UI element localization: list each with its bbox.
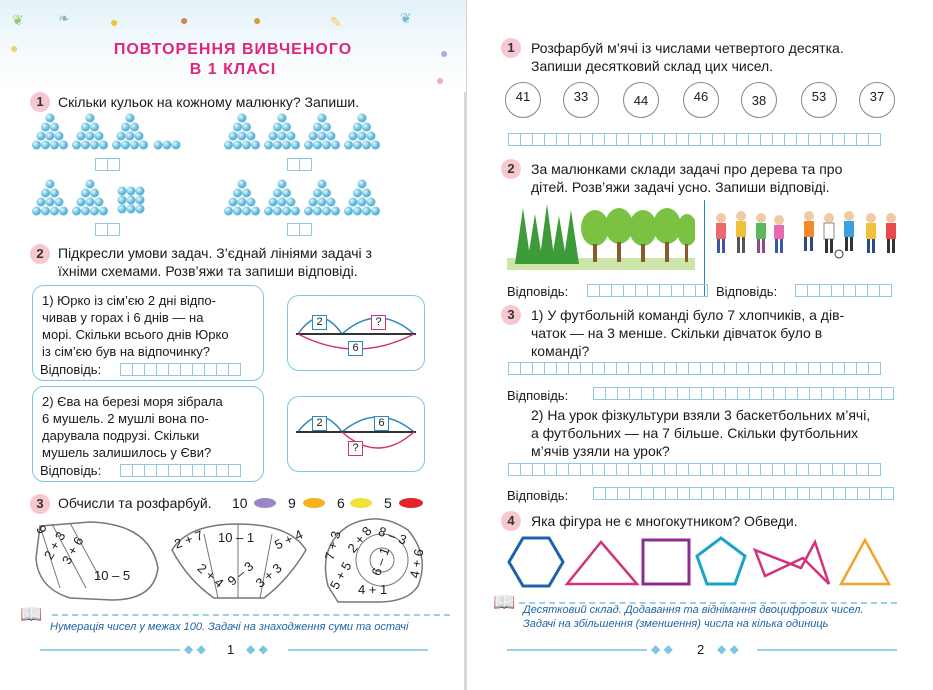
answer-grid[interactable] xyxy=(508,133,880,146)
answer-label: Відповідь: xyxy=(507,284,569,299)
task-number: 2 xyxy=(30,244,50,264)
square-shape xyxy=(643,540,689,584)
task-text-line: команді? xyxy=(531,343,590,359)
problem-2-text xyxy=(42,393,262,461)
paint-swatch xyxy=(254,498,276,508)
scheme-unknown: ? xyxy=(348,441,363,456)
diamond-icon: ◆ ◆ xyxy=(651,642,673,656)
shell-expression: 8 – 3 xyxy=(376,523,409,548)
answer-cells[interactable] xyxy=(593,487,893,500)
ball-number: 44 xyxy=(633,93,649,108)
task-text-line: а футбольних — на 7 більше. Скільки футбольних xyxy=(531,425,859,441)
hazelnut-icon: ● xyxy=(180,12,189,28)
task-number: 3 xyxy=(30,494,50,514)
answer-cell[interactable] xyxy=(881,387,894,400)
ball[interactable] xyxy=(623,82,659,118)
page-number: 1 xyxy=(227,642,235,657)
shell-expression: 2 + 3 xyxy=(40,529,69,562)
task-text: Обчисли та розфарбуй. xyxy=(58,495,212,511)
paint-swatch xyxy=(350,498,372,508)
paint-swatch xyxy=(303,498,325,508)
shell-expression: 5 + 5 xyxy=(326,559,355,592)
ball[interactable] xyxy=(801,82,837,118)
title-line-1: ПОВТОРЕННЯ ВИВЧЕНОГО xyxy=(113,41,353,58)
task-text-line: Розфарбуй м’ячі із числами четвертого десятка. xyxy=(531,40,844,56)
trees-picture xyxy=(507,200,695,270)
answer-label: Відповідь: xyxy=(507,388,569,403)
answer-cell[interactable] xyxy=(879,284,892,297)
leaf-icon: ❦ xyxy=(400,10,412,26)
scheme-total: 6 xyxy=(348,341,363,356)
ball-number: 38 xyxy=(751,93,767,108)
nut-icon: ● xyxy=(253,12,262,28)
pear-icon: ● xyxy=(10,40,19,56)
task-text-line: дітей. Розв’яжи задачі усно. Запиши відповіді. xyxy=(531,179,830,195)
problem-line: 2) Єва на березі моря зібрала xyxy=(42,394,223,409)
hexagon-shape xyxy=(509,538,563,586)
shell-expression: 4 + 6 xyxy=(406,547,427,580)
problem-line: дарувала подрузі. Скільки xyxy=(42,428,200,443)
problem-1-text xyxy=(42,292,262,360)
scheme-value: 2 xyxy=(312,315,327,330)
task-text: Яка фігура не є многокутником? Обведи. xyxy=(531,513,798,529)
task-number: 3 xyxy=(501,305,521,325)
ball-icon: ● xyxy=(110,14,119,30)
page-rule xyxy=(288,649,428,651)
triangle-shape xyxy=(567,542,637,584)
ball-number: 41 xyxy=(515,89,531,104)
shell-expression: 4 + 1 xyxy=(358,582,388,597)
scheme-value: 2 xyxy=(312,416,327,431)
bead-pictures xyxy=(30,112,450,222)
ball-number: 37 xyxy=(869,89,885,104)
task-text-line: м’ячів узяли на урок? xyxy=(531,443,670,459)
triangle-shape xyxy=(841,540,889,584)
berry-icon: ● xyxy=(436,72,445,88)
ball[interactable] xyxy=(563,82,599,118)
ribbon-shape xyxy=(755,542,829,584)
legend-value: 6 xyxy=(337,495,345,511)
answer-grid[interactable] xyxy=(508,463,880,476)
ball[interactable] xyxy=(505,82,541,118)
answer-cell[interactable] xyxy=(695,284,708,297)
answer-label: Відповідь: xyxy=(507,488,569,503)
shell-expression: 10 – 5 xyxy=(94,568,131,583)
ball[interactable] xyxy=(741,82,777,118)
answer-cells[interactable] xyxy=(795,284,891,297)
ball-number: 46 xyxy=(693,89,709,104)
task-text-line: Запиши десятковий склад цих чисел. xyxy=(531,58,774,74)
shell-expression: 7 + 3 xyxy=(321,529,344,562)
answer-cells[interactable] xyxy=(120,363,240,376)
problem-line: із сім’єю був на відпочинку? xyxy=(42,344,211,359)
shapes-row xyxy=(503,534,903,590)
diamond-icon: ◆ ◆ xyxy=(184,642,206,656)
footer-topic: Десятковий склад. Додавання та віднімання двоцифрових чисел. xyxy=(523,604,864,616)
shell-expression: 2 + 7 xyxy=(172,527,205,552)
left-page xyxy=(0,0,466,690)
pentagon-shape xyxy=(697,538,745,584)
answer-label: Відповідь: xyxy=(40,362,102,377)
diamond-icon: ◆ ◆ xyxy=(246,642,268,656)
answer-cell[interactable] xyxy=(868,362,881,375)
task-text-line: 1) У футбольній команді було 7 хлопчиків, а дів- xyxy=(531,307,845,323)
answer-cells[interactable] xyxy=(587,284,707,297)
picture-divider xyxy=(704,200,705,296)
plum-icon: ● xyxy=(440,45,449,61)
answer-label: Відповідь: xyxy=(40,463,102,478)
problem-line: 1) Юрко із сім’єю 2 дні відпо- xyxy=(42,293,216,308)
page-number: 2 xyxy=(697,642,705,657)
answer-cells[interactable] xyxy=(95,158,119,171)
answer-cell[interactable] xyxy=(868,133,881,146)
task-text: Скільки кульок на кожному малюнку? Запиши. xyxy=(58,94,360,110)
book-icon: 📖 xyxy=(20,604,43,624)
shell-expression: 6 – 1 xyxy=(368,545,393,578)
ball-number: 33 xyxy=(573,89,589,104)
footer-topic: Нумерація чисел у межах 100. Задачі на знаходження суми та остачі xyxy=(50,621,409,633)
right-page xyxy=(467,0,933,690)
scheme-value: 6 xyxy=(374,416,389,431)
legend-value: 5 xyxy=(384,495,392,511)
answer-grid[interactable] xyxy=(508,362,880,375)
ball-number: 53 xyxy=(811,89,827,104)
shell-expression: 3 + 3 xyxy=(252,560,285,591)
answer-cells[interactable] xyxy=(120,464,240,477)
answer-cell[interactable] xyxy=(868,463,881,476)
book-icon: 📖 xyxy=(493,592,516,612)
leaf-icon: ❦ xyxy=(12,12,24,28)
page-rule xyxy=(757,649,897,651)
leaf-icon: ❧ xyxy=(58,10,70,26)
title-line-2: В 1 КЛАСІ xyxy=(189,61,277,78)
legend-value: 9 xyxy=(288,495,296,511)
task-number: 1 xyxy=(30,92,50,112)
task-text-line: їхніми схемами. Розв’яжи та запиши відповіді. xyxy=(58,263,358,279)
task-text-line: 2) На урок фізкультури взяли 3 баскетбольних м’ячі, xyxy=(531,407,871,423)
paint-swatch xyxy=(399,498,423,508)
task-text-line: Підкресли умови задач. З’єднай лініями задачі з xyxy=(58,245,372,261)
page-rule xyxy=(507,649,647,651)
task-number: 1 xyxy=(501,38,521,58)
shell-expression: 3 + 6 xyxy=(58,534,87,567)
scheme-unknown: ? xyxy=(371,315,386,330)
shell-expression: 9 – 3 xyxy=(224,558,257,589)
shell-expression: 9 xyxy=(33,522,50,537)
ball[interactable] xyxy=(859,82,895,118)
footer-divider xyxy=(52,614,450,616)
answer-cells[interactable] xyxy=(287,158,311,171)
shell-expression: 5 + 4 xyxy=(272,526,306,553)
problem-line: морі. Скільки всього днів Юрко xyxy=(42,327,229,342)
pencil-icon: ✎ xyxy=(330,14,342,30)
answer-cells[interactable] xyxy=(593,387,893,400)
problem-line: 6 мушель. 2 мушлі вона по- xyxy=(42,411,209,426)
task-text-line: чаток — на 3 менше. Скільки дівчаток було в xyxy=(531,325,823,341)
answer-cell[interactable] xyxy=(881,487,894,500)
answer-label: Відповідь: xyxy=(716,284,778,299)
shell-expression: 2 + 8 xyxy=(344,523,375,556)
task-number: 4 xyxy=(501,511,521,531)
page-title xyxy=(0,40,466,80)
page-rule xyxy=(40,649,180,651)
footer-topic: Задачі на збільшення (зменшення) числа на кілька одиниць xyxy=(523,618,829,630)
answer-cells[interactable] xyxy=(95,223,119,236)
problem-line: чивав у горах і 6 днів — на xyxy=(42,310,204,325)
diamond-icon: ◆ ◆ xyxy=(717,642,739,656)
shell-expression: 2 + 4 xyxy=(194,560,227,591)
shell-expression: 10 – 1 xyxy=(218,530,255,545)
problem-line: мушель залишилось у Єви? xyxy=(42,445,212,460)
task-number: 2 xyxy=(501,159,521,179)
children-picture xyxy=(711,206,901,266)
legend-value: 10 xyxy=(232,495,248,511)
task-text-line: За малюнками склади задачі про дерева та про xyxy=(531,161,843,177)
answer-cells[interactable] xyxy=(287,223,311,236)
ball[interactable] xyxy=(683,82,719,118)
